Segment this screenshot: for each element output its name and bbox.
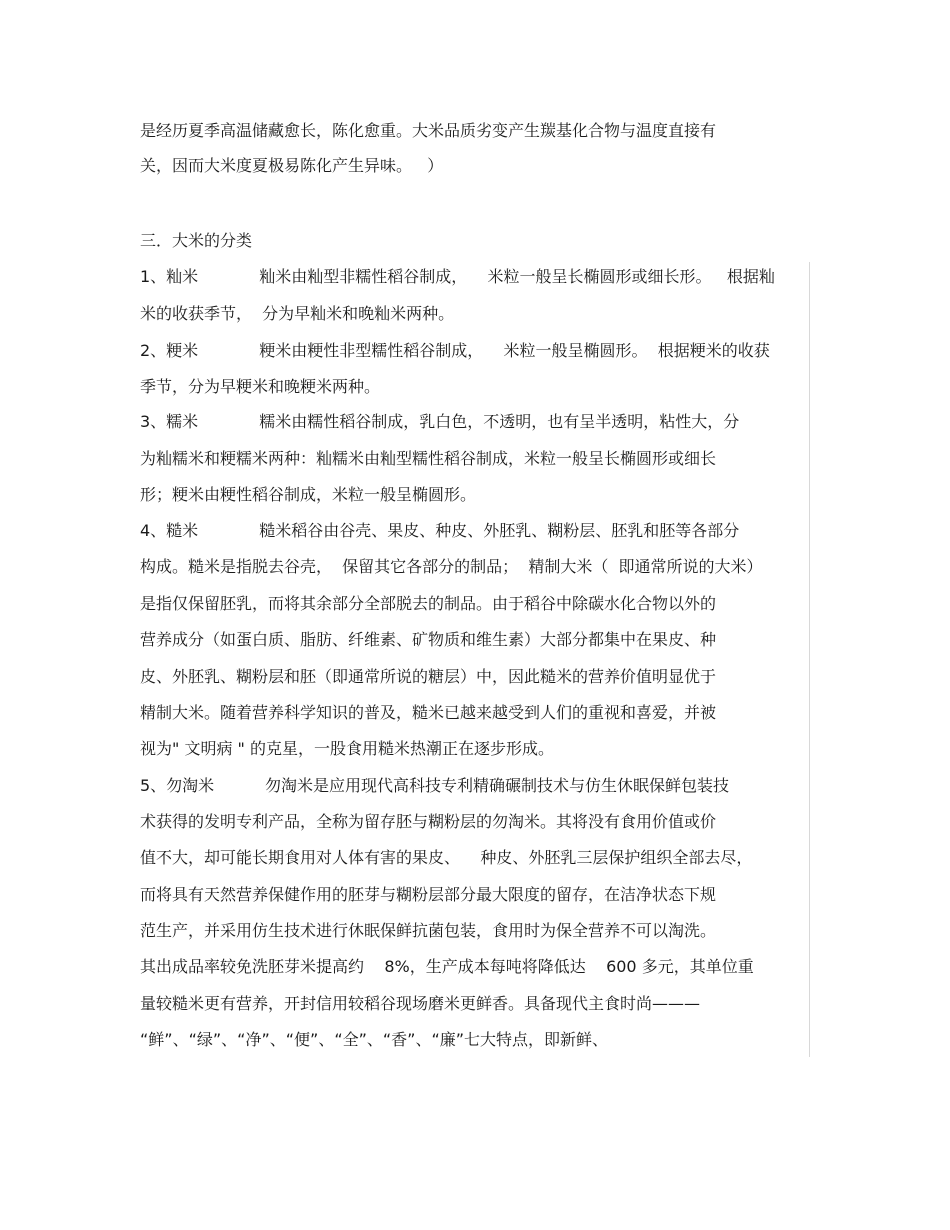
body-line-20: 其出成品率较免洗胚芽米提高约 8%，生产成本每吨将降低达 600 多元，其单位重 <box>140 957 754 976</box>
body-line-6: 为籼糯米和粳糯米两种：籼糯米由籼型糯性稻谷制成，米粒一般呈长椭圆形或细长 <box>140 449 717 468</box>
column-rule <box>809 262 810 1057</box>
body-line-4: 季节，分为早粳米和晚粳米两种。 <box>140 377 381 396</box>
body-line-11: 营养成分（如蛋白质、脂肪、纤维素、矿物质和维生素）大部分都集中在果皮、种 <box>140 630 717 649</box>
body-line-14: 视为" 文明病 " 的克星，一股食用糙米热潮正在逐步形成。 <box>140 739 554 758</box>
body-line-15: 5、勿淘米 勿淘米是应用现代高科技专利精确碾制技术与仿生休眠保鲜包装技 <box>140 776 730 795</box>
body-line-5: 3、糯米 糯米由糯性稻谷制成，乳白色，不透明，也有呈半透明，粘性大，分 <box>140 412 740 431</box>
body-line-13: 精制大米。随着营养科学知识的普及，糙米已越来越受到人们的重视和喜爱，并被 <box>140 703 717 722</box>
body-line-22: “鲜”、“绿”、“净”、“便”、“全”、“香”、“廉”七大特点，即新鲜、 <box>140 1030 609 1049</box>
body-line-8: 4、糙米 糙米稻谷由谷壳、果皮、种皮、外胚乳、糊粉层、胚乳和胚等各部分 <box>140 521 740 540</box>
section-heading: 三．大米的分类 <box>140 231 253 250</box>
body-line-16: 术获得的发明专利产品，全称为留存胚与糊粉层的勿淘米。其将没有食用价值或价 <box>140 812 717 831</box>
body-line-17: 值不大，却可能长期食用对人体有害的果皮、 种皮、外胚乳三层保护组织全部去尽， <box>140 848 753 867</box>
body-line-7: 形；粳米由粳性稻谷制成，米粒一般呈椭圆形。 <box>140 485 477 504</box>
intro-line-2: 关，因而大米度夏极易陈化产生异味。 ） <box>140 156 444 175</box>
body-line-1: 1、籼米 籼米由籼型非糯性稻谷制成， 米粒一般呈长椭圆形或细长形。 根据籼 <box>140 267 775 286</box>
body-line-19: 范生产，并采用仿生技术进行休眠保鲜抗菌包装，食用时为保全营养不可以淘洗。 <box>140 921 717 940</box>
body-line-18: 而将具有天然营养保健作用的胚芽与糊粉层部分最大限度的留存，在洁净状态下规 <box>140 885 717 904</box>
body-line-2: 米的收获季节， 分为早籼米和晚籼米两种。 <box>140 304 455 323</box>
body-line-9: 构成。糙米是指脱去谷壳， 保留其它各部分的制品； 精制大米（ 即通常所说的大米） <box>140 557 763 576</box>
body-line-12: 皮、外胚乳、糊粉层和胚（即通常所说的糖层）中，因此糙米的营养价值明显优于 <box>140 667 717 686</box>
intro-line-1: 是经历夏季高温储藏愈长，陈化愈重。大米品质劣变产生羰基化合物与温度直接有 <box>140 121 717 140</box>
body-line-21: 量较糙米更有营养，开封信用较稻谷现场磨米更鲜香。具备现代主食时尚——— <box>140 994 701 1013</box>
body-line-3: 2、粳米 粳米由粳性非型糯性稻谷制成， 米粒一般呈椭圆形。 根据粳米的收获 <box>140 341 770 360</box>
body-line-10: 是指仅保留胚乳，而将其余部分全部脱去的制品。由于稻谷中除碳水化合物以外的 <box>140 594 717 613</box>
